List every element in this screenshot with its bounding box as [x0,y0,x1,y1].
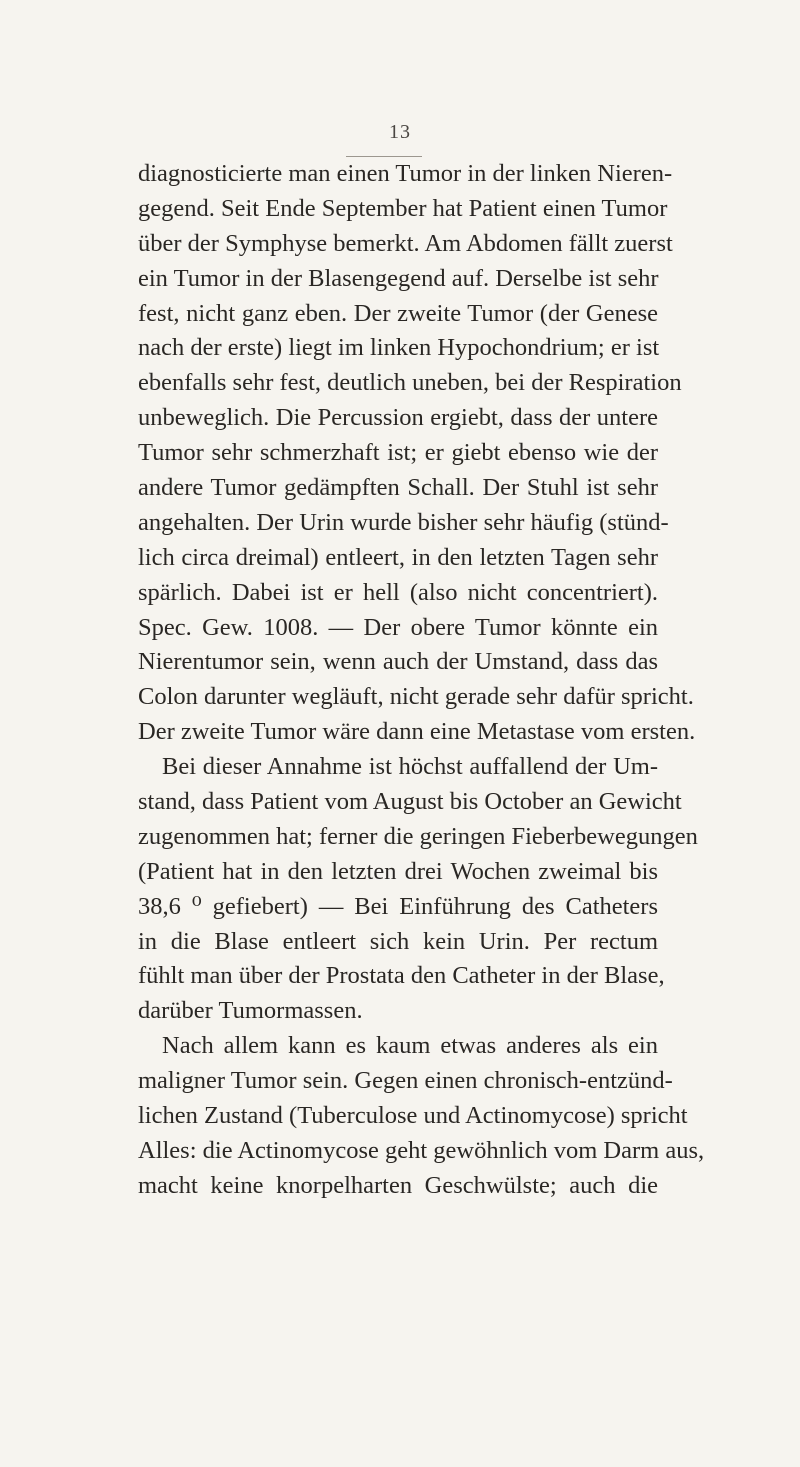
text-line: Nach allem kann es kaum etwas anderes als ein [162,1032,658,1060]
text-line: spärlich. Dabei ist er hell (also nicht concentriert). [138,578,658,606]
text-line: ebenfalls sehr fest, deutlich uneben, bei der Respiration [138,369,682,397]
text-line: Colon darunter wegläuft, nicht gerade sehr dafür spricht. [138,683,694,711]
text-line: macht keine knorpelharten Geschwülste; auch die [138,1171,658,1199]
text-line: Bei dieser Annahme ist höchst auffallend der Um- [162,753,658,781]
text-line: andere Tumor gedämpften Schall. Der Stuhl ist sehr [138,474,658,502]
text-line: Nierentumor sein, wenn auch der Umstand, dass das [138,648,658,676]
text-line: maligner Tumor sein. Gegen einen chronisch-entzünd- [138,1067,673,1095]
text-line: Tumor sehr schmerzhaft ist; er giebt ebenso wie der [138,439,658,467]
text-line: zugenommen hat; ferner die geringen Fieberbewegungen [138,822,698,850]
text-line: Alles: die Actinomycose geht gewöhnlich vom Darm aus, [138,1136,705,1164]
text-line: (Patient hat in den letzten drei Wochen zweimal bis [138,857,658,885]
page-number: 13 [389,121,411,143]
text-line: über der Symphyse bemerkt. Am Abdomen fällt zuerst [138,229,673,257]
text-line: nach der erste) liegt im linken Hypochondrium; er ist [138,334,660,362]
text-line: angehalten. Der Urin wurde bisher sehr häufig (stünd- [138,508,669,536]
text-line: darüber Tumormassen. [138,997,363,1025]
body-text [138,157,705,1204]
text-line: in die Blase entleert sich kein Urin. Per rectum [138,927,658,955]
text-line: unbeweglich. Die Percussion ergiebt, dass der untere [138,404,658,432]
text-line: fest, nicht ganz eben. Der zweite Tumor (der Genese [138,299,658,327]
text-line: diagnosticierte man einen Tumor in der linken Nieren- [138,160,673,187]
text-line: fühlt man über der Prostata den Catheter in der Blase, [138,962,665,990]
text-line: stand, dass Patient vom August bis October an Gewicht [138,788,682,816]
text-line: lichen Zustand (Tuberculose und Actinomycose) spricht [138,1102,688,1130]
text-line: Spec. Gew. 1008. — Der obere Tumor könnte ein [138,613,658,641]
text-line: lich circa dreimal) entleert, in den letzten Tagen sehr [138,543,658,571]
text-line: ein Tumor in der Blasengegend auf. Derselbe ist sehr [138,264,659,292]
text-line: gegend. Seit Ende September hat Patient einen Tumor [138,194,668,222]
text-line: Der zweite Tumor wäre dann eine Metastase vom ersten. [138,718,696,746]
text-line: 38,6 ⁰ gefiebert) — Bei Einführung des Catheters [138,892,658,920]
